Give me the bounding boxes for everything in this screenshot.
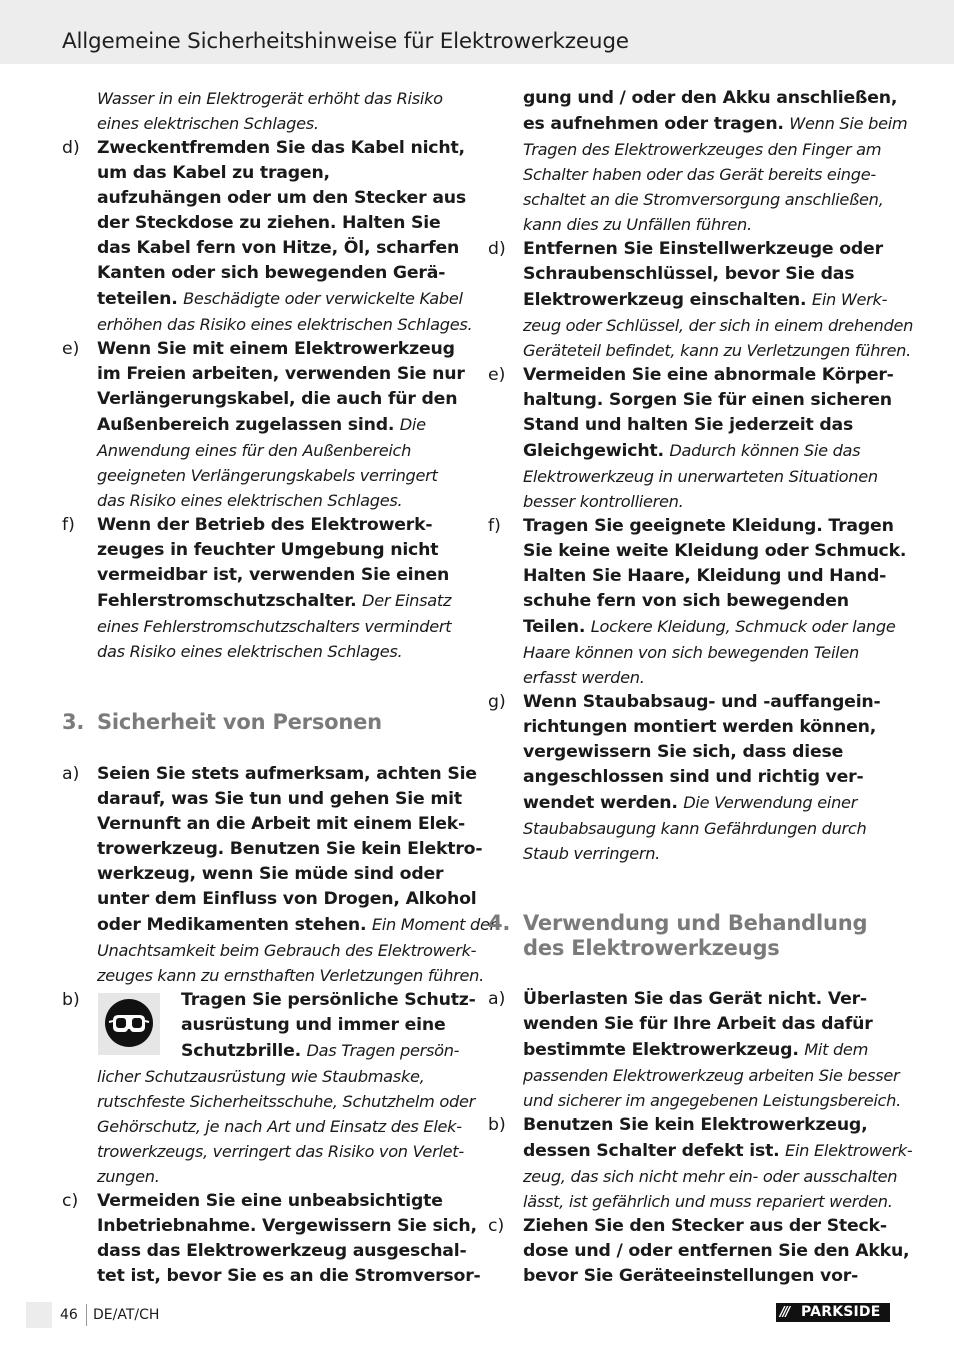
text-line: ausrüstung und immer eine <box>181 1015 446 1035</box>
list-item-e <box>62 337 464 513</box>
language-code: DE/AT/CH <box>93 1307 160 1323</box>
text-line: eines elektrischen Schlages. <box>97 114 319 133</box>
section-title-line: Verwendung und Behandlung <box>523 911 868 935</box>
text-line: Schutzbrille. <box>181 1041 301 1061</box>
text-line: Überlasten Sie das Gerät nicht. Ver- <box>523 989 867 1009</box>
text-line: Zweckentfremden Sie das Kabel nicht, <box>97 138 465 158</box>
section-number: 4. <box>488 911 511 935</box>
text-line: Tragen Sie persönliche Schutz- <box>181 990 476 1010</box>
text-line: Stand und halten Sie jederzeit das <box>523 415 854 435</box>
text-line: Halten Sie Haare, Kleidung und Hand- <box>523 566 887 586</box>
page-footer <box>0 1296 954 1336</box>
text-line: dass das Elektrowerkzeug ausgeschal- <box>97 1241 467 1261</box>
text-line: Wenn Staubabsaug- und -auffangein- <box>523 692 881 712</box>
text-line: zeuges kann zu ernsthaften Verletzungen führen. <box>97 966 484 985</box>
footer-marker <box>26 1302 52 1328</box>
text-line: Tragen Sie geeignete Kleidung. Tragen <box>523 516 894 536</box>
text-line: aufzuhängen oder um den Stecker aus <box>97 188 466 208</box>
continuation-paragraph <box>488 86 908 237</box>
text-line: Wenn der Betrieb des Elektrowerk- <box>97 515 433 535</box>
text-line: Fehlerstromschutzschalter. <box>97 591 357 611</box>
item-letter: d) <box>62 138 80 158</box>
item-letter: d) <box>488 239 506 259</box>
list-item-b <box>62 988 476 1189</box>
text-line: trowerkzeug. Benutzen Sie kein Elektro- <box>97 839 483 859</box>
text-line: und sicherer im angegebenen Leistungsbereich. <box>523 1091 901 1110</box>
item-letter: f) <box>488 516 501 536</box>
item-letter: c) <box>62 1191 79 1211</box>
italic-tail: Der Einsatz <box>362 591 452 610</box>
item-letter: a) <box>488 989 506 1009</box>
text-line: rutschfeste Sicherheitsschuhe, Schutzhelm oder <box>97 1092 475 1111</box>
footer-divider <box>86 1304 87 1326</box>
item-letter: b) <box>488 1115 506 1135</box>
italic-tail: Die <box>399 415 426 434</box>
text-line: Haare können von sich bewegenden Teilen <box>523 643 859 662</box>
text-line: bevor Sie Geräteeinstellungen vor- <box>523 1266 859 1286</box>
text-line: schaltet an die Stromversorgung anschließen, <box>523 190 884 209</box>
text-line: Schalter haben oder das Gerät bereits einge- <box>523 165 876 184</box>
italic-tail: Mit dem <box>804 1040 869 1059</box>
list-item-a <box>62 762 497 988</box>
item-letter: b) <box>62 990 80 1010</box>
text-line: Verlängerungskabel, die auch für den <box>97 389 458 409</box>
right-column-section4 <box>488 987 913 1289</box>
text-line: haltung. Sorgen Sie für einen sicheren <box>523 390 892 410</box>
text-line: Gleichgewicht. <box>523 441 664 461</box>
item-letter: g) <box>488 692 506 712</box>
item-letter: e) <box>488 365 506 385</box>
text-line: zeuges in feuchter Umgebung nicht <box>97 540 439 560</box>
text-line: Anwendung eines für den Außenbereich <box>97 441 412 460</box>
text-line: gung und / oder den Akku anschließen, <box>523 88 898 108</box>
text-line: unter dem Einfluss von Drogen, Alkohol <box>97 889 477 909</box>
text-line: vergewissern Sie sich, dass diese <box>523 742 844 762</box>
text-line: Staubabsaugung kann Gefährdungen durch <box>523 819 867 838</box>
text-line: zeug oder Schlüssel, der sich in einem drehenden <box>523 316 914 335</box>
section-number: 3. <box>62 710 85 734</box>
text-line: Elektrowerkzeug einschalten. <box>523 290 807 310</box>
text-line: werkzeug, wenn Sie müde sind oder <box>97 864 444 884</box>
text-line: Teilen. <box>523 617 586 637</box>
list-item-d <box>62 136 473 337</box>
section-heading-3 <box>62 710 464 735</box>
text-line: tet ist, bevor Sie es an die Stromversor- <box>97 1266 481 1286</box>
text-line: trowerkzeugs, verringert das Risiko von Verlet- <box>97 1142 464 1161</box>
italic-tail: Das Tragen persön- <box>306 1041 460 1060</box>
text-line: Seien Sie stets aufmerksam, achten Sie <box>97 764 477 784</box>
brand-stripes: /// <box>780 1305 789 1320</box>
italic-tail: Beschädigte oder verwickelte Kabel <box>183 289 463 308</box>
item-letter: c) <box>488 1216 505 1236</box>
text-line: Wenn Sie mit einem Elektrowerkzeug <box>97 339 455 359</box>
text-line: darauf, was Sie tun und gehen Sie mit <box>97 789 462 809</box>
item-letter: e) <box>62 339 80 359</box>
text-line: oder Medikamenten stehen. <box>97 915 367 935</box>
left-column-section3 <box>62 762 497 1289</box>
text-line: Entfernen Sie Einstellwerkzeuge oder <box>523 239 883 259</box>
text-line: Elektrowerkzeug in unerwarteten Situationen <box>523 467 878 486</box>
item-letter: a) <box>62 764 80 784</box>
section-title: Sicherheit von Personen <box>97 710 382 734</box>
list-item-c <box>488 1214 910 1289</box>
text-line: um das Kabel zu tragen, <box>97 163 330 183</box>
text-line: wenden Sie für Ihre Arbeit das dafür <box>523 1014 873 1034</box>
text-line: der Steckdose zu ziehen. Halten Sie <box>97 213 441 233</box>
italic-tail: Dadurch können Sie das <box>669 441 861 460</box>
list-item-f <box>62 513 464 664</box>
text-line: dessen Schalter defekt ist. <box>523 1141 780 1161</box>
text-line: richtungen montiert werden können, <box>523 717 877 737</box>
brand-logo <box>776 1303 890 1322</box>
text-line: Staub verringern. <box>523 844 661 863</box>
text-line: das Kabel fern von Hitze, Öl, scharfen <box>97 238 460 258</box>
page-header <box>0 0 954 64</box>
text-line: Gehörschutz, je nach Art und Einsatz des Elek- <box>97 1117 462 1136</box>
safety-goggles-icon <box>104 998 154 1048</box>
list-item-f <box>488 514 907 690</box>
text-line: schuhe fern von sich bewegenden <box>523 591 849 611</box>
text-line: licher Schutzausrüstung wie Staubmaske, <box>97 1067 425 1086</box>
italic-tail: Lockere Kleidung, Schmuck oder lange <box>590 617 896 636</box>
text-line: Wasser in ein Elektrogerät erhöht das Risiko <box>97 89 443 108</box>
text-line: Geräteteil befindet, kann zu Verletzungen führen. <box>523 341 911 360</box>
italic-tail: Wenn Sie beim <box>789 114 908 133</box>
icon-frame <box>98 993 160 1055</box>
text-line: Unachtsamkeit beim Gebrauch des Elektrowerk- <box>97 941 477 960</box>
text-line: im Freien arbeiten, verwenden Sie nur <box>97 364 465 384</box>
text-line: Sie keine weite Kleidung oder Schmuck. <box>523 541 907 561</box>
text-line: Kanten oder sich bewegenden Gerä- <box>97 263 446 283</box>
list-item-e <box>488 363 892 514</box>
item-letter: f) <box>62 515 75 535</box>
text-line: angeschlossen sind und richtig ver- <box>523 767 864 787</box>
list-item-b <box>488 1113 913 1214</box>
text-line: das Risiko eines elektrischen Schlages. <box>97 642 403 661</box>
text-line: wendet werden. <box>523 793 678 813</box>
section-heading-4 <box>488 911 892 961</box>
text-line: lässt, ist gefährlich und muss repariert werden. <box>523 1192 893 1211</box>
text-line: Inbetriebnahme. Vergewissern Sie sich, <box>97 1216 477 1236</box>
text-line: kann dies zu Unfällen führen. <box>523 215 752 234</box>
text-line: geeigneten Verlängerungskabels verringert <box>97 466 438 485</box>
text-line: erhöhen das Risiko eines elektrischen Schlages. <box>97 315 473 334</box>
italic-tail: Die Verwendung einer <box>683 793 858 812</box>
text-line: vermeidbar ist, verwenden Sie einen <box>97 565 450 585</box>
text-line: passenden Elektrowerkzeug arbeiten Sie besser <box>523 1066 900 1085</box>
page-title: Allgemeine Sicherheitshinweise für Elektrowerkzeuge <box>62 29 629 54</box>
text-line: erfasst werden. <box>523 668 645 687</box>
text-line: besser kontrollieren. <box>523 492 684 511</box>
page-number: 46 <box>60 1307 78 1323</box>
text-line: bestimmte Elektrowerkzeug. <box>523 1040 799 1060</box>
text-line: Vermeiden Sie eine unbeabsichtigte <box>97 1191 443 1211</box>
text-line: das Risiko eines elektrischen Schlages. <box>97 491 403 510</box>
text-line: eines Fehlerstromschutzschalters vermindert <box>97 617 452 636</box>
right-column <box>488 86 914 866</box>
text-line: Tragen des Elektrowerkzeuges den Finger am <box>523 140 882 159</box>
section-title-line: des Elektrowerkzeugs <box>523 936 780 960</box>
text-line: teteilen. <box>97 289 178 309</box>
list-item-c <box>62 1189 481 1289</box>
text-line: Vernunft an die Arbeit mit einem Elek- <box>97 814 465 834</box>
italic-tail: Ein Elektrowerk- <box>785 1141 913 1160</box>
left-column <box>62 86 473 664</box>
text-line: zungen. <box>97 1167 160 1186</box>
text-line: Außenbereich zugelassen sind. <box>97 415 395 435</box>
italic-tail: Ein Werk- <box>811 290 888 309</box>
text-line: Ziehen Sie den Stecker aus der Steck- <box>523 1216 887 1236</box>
text-line: es aufnehmen oder tragen. <box>523 114 784 134</box>
text-line: dose und / oder entfernen Sie den Akku, <box>523 1241 910 1261</box>
list-item-a <box>488 987 901 1113</box>
text-line: Vermeiden Sie eine abnormale Körper- <box>523 365 894 385</box>
italic-tail: Ein Moment der <box>371 915 497 934</box>
brand-name: PARKSIDE <box>801 1304 881 1320</box>
list-item-g <box>488 690 892 866</box>
text-line: zeug, das sich nicht mehr ein- oder ausschalten <box>523 1167 898 1186</box>
list-item-d <box>488 237 914 363</box>
text-line: Schraubenschlüssel, bevor Sie das <box>523 264 855 284</box>
text-line: Benutzen Sie kein Elektrowerkzeug, <box>523 1115 868 1135</box>
intro-paragraph <box>62 86 464 136</box>
